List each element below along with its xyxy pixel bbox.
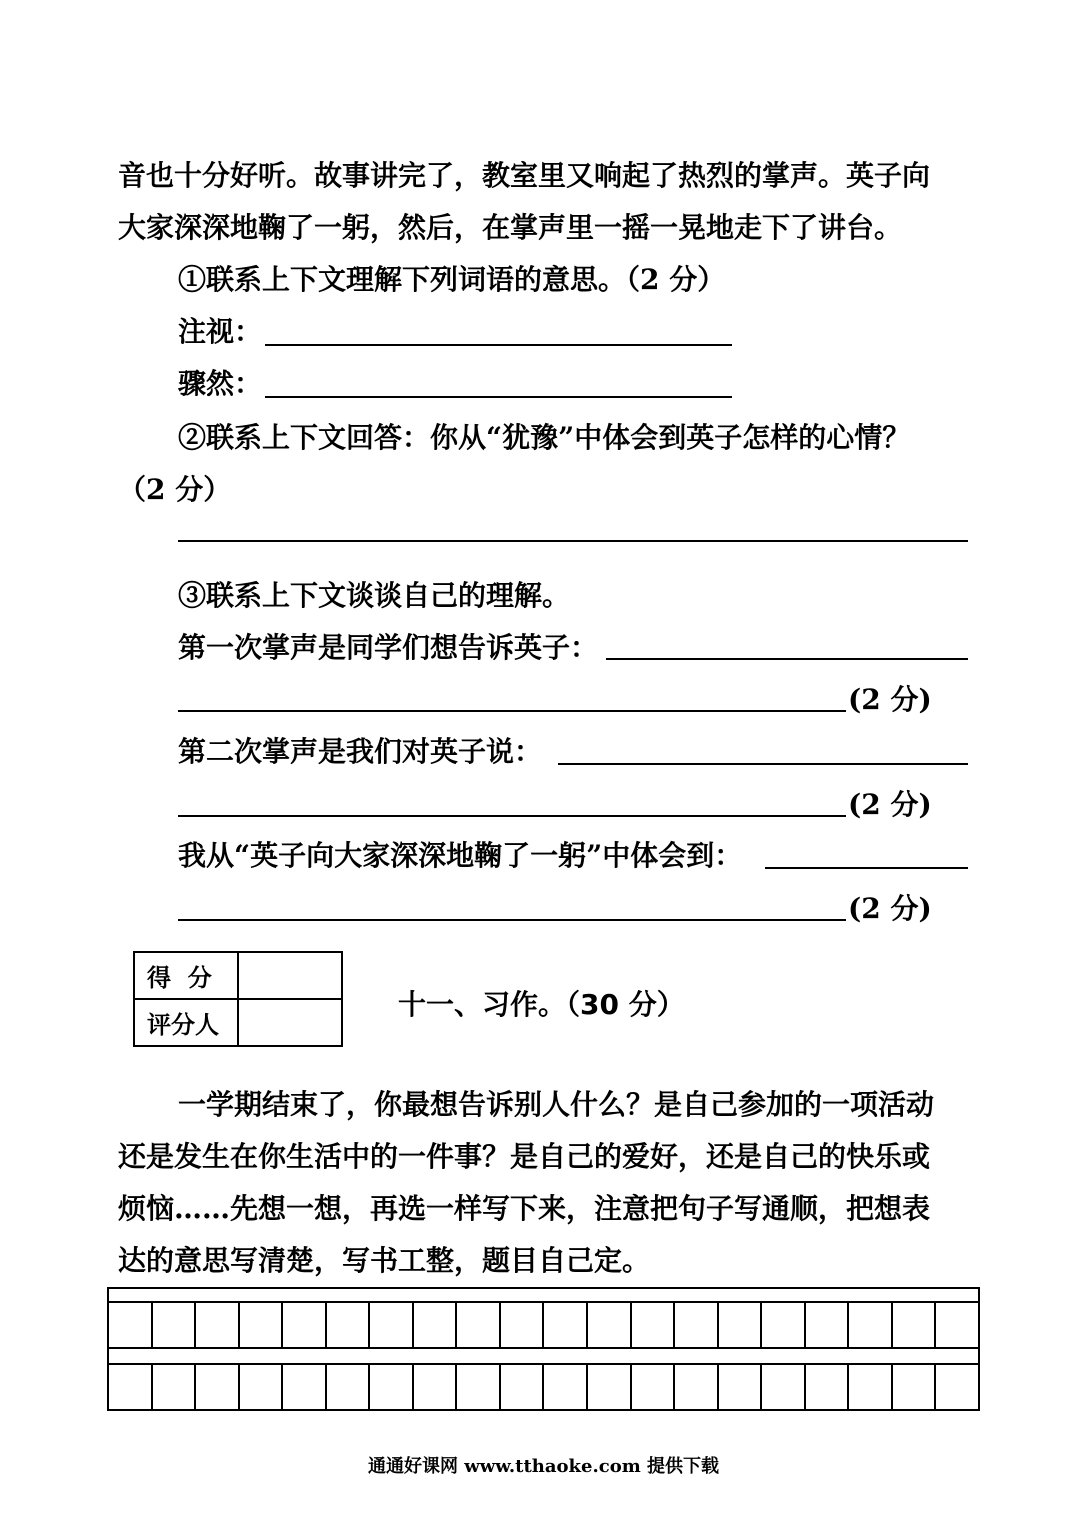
writing-cell[interactable] — [457, 1303, 501, 1347]
writing-cell[interactable] — [370, 1303, 414, 1347]
score-table — [133, 951, 343, 1047]
writing-cell[interactable] — [893, 1303, 937, 1347]
answer-line-word-1[interactable] — [265, 344, 732, 346]
writing-cell[interactable] — [936, 1365, 978, 1409]
section-instructions-line-2: 还是发生在你生活中的一件事？是自己的爱好，还是自己的快乐或 — [118, 1140, 931, 1173]
writing-cell[interactable] — [240, 1303, 284, 1347]
question-2-score: （2 分） — [118, 473, 232, 506]
answer-line-item-3b[interactable] — [178, 919, 846, 921]
writing-cell[interactable] — [849, 1303, 893, 1347]
score-label: 得 分 — [134, 952, 238, 999]
answer-line-item-3a[interactable] — [765, 867, 968, 869]
writing-cell[interactable] — [283, 1365, 327, 1409]
question-3-item-1: 第一次掌声是同学们想告诉英子： — [178, 631, 599, 664]
writing-cell[interactable] — [588, 1303, 632, 1347]
section-title: 十一、习作。（30 分） — [398, 988, 685, 1021]
writing-cell[interactable] — [675, 1365, 719, 1409]
passage-line-1: 音也十分好听。故事讲完了，教室里又响起了热烈的掌声。英子向 — [118, 159, 931, 192]
writing-cell[interactable] — [153, 1303, 197, 1347]
writing-cell[interactable] — [283, 1303, 327, 1347]
answer-line-item-2b[interactable] — [178, 815, 846, 817]
writing-cell[interactable] — [196, 1303, 240, 1347]
writing-cell[interactable] — [327, 1303, 371, 1347]
writing-cell[interactable] — [806, 1365, 850, 1409]
writing-cell[interactable] — [153, 1365, 197, 1409]
question-3-item-2: 第二次掌声是我们对英子说： — [178, 735, 543, 768]
grid-row — [107, 1303, 980, 1349]
grader-cell[interactable] — [238, 999, 342, 1046]
question-3-item-1-score: (2 分) — [848, 683, 932, 716]
writing-grid — [107, 1287, 980, 1411]
writing-cell[interactable] — [632, 1303, 676, 1347]
writing-cell[interactable] — [632, 1365, 676, 1409]
writing-cell[interactable] — [457, 1365, 501, 1409]
writing-cell[interactable] — [544, 1303, 588, 1347]
section-instructions-line-4: 达的意思写清楚，写书工整，题目自己定。 — [118, 1244, 651, 1277]
question-1-prompt: ①联系上下文理解下列词语的意思。（2 分） — [178, 263, 726, 296]
writing-cell[interactable] — [849, 1365, 893, 1409]
writing-cell[interactable] — [109, 1303, 153, 1347]
writing-cell[interactable] — [806, 1303, 850, 1347]
writing-cell[interactable] — [936, 1303, 978, 1347]
answer-line-question-2[interactable] — [178, 540, 968, 542]
writing-cell[interactable] — [719, 1365, 763, 1409]
page-footer: 通通好课网 www.tthaoke.com 提供下载 — [367, 1456, 720, 1477]
writing-cell[interactable] — [719, 1303, 763, 1347]
section-instructions-line-1: 一学期结束了，你最想告诉别人什么？是自己参加的一项活动 — [178, 1088, 935, 1121]
grid-strip — [107, 1287, 980, 1303]
writing-cell[interactable] — [370, 1365, 414, 1409]
question-3-prompt: ③联系上下文谈谈自己的理解。 — [178, 579, 571, 612]
question-3-item-2-score: (2 分) — [848, 788, 932, 821]
answer-line-item-1a[interactable] — [606, 658, 968, 660]
writing-cell[interactable] — [544, 1365, 588, 1409]
grid-row — [107, 1365, 980, 1411]
writing-cell[interactable] — [240, 1365, 284, 1409]
answer-line-word-2[interactable] — [265, 396, 732, 398]
question-3-item-3-score: (2 分) — [848, 892, 932, 925]
writing-cell[interactable] — [327, 1365, 371, 1409]
answer-line-item-1b[interactable] — [178, 710, 846, 712]
writing-cell[interactable] — [762, 1365, 806, 1409]
writing-cell[interactable] — [893, 1365, 937, 1409]
grader-label: 评分人 — [134, 999, 238, 1046]
writing-cell[interactable] — [196, 1365, 240, 1409]
writing-cell[interactable] — [501, 1303, 545, 1347]
question-2-prompt: ②联系上下文回答：你从“犹豫”中体会到英子怎样的心情？ — [178, 421, 911, 454]
writing-cell[interactable] — [762, 1303, 806, 1347]
writing-cell[interactable] — [675, 1303, 719, 1347]
passage-line-2: 大家深深地鞠了一躬，然后，在掌声里一摇一晃地走下了讲台。 — [118, 211, 903, 244]
writing-cell[interactable] — [588, 1365, 632, 1409]
writing-cell[interactable] — [501, 1365, 545, 1409]
section-instructions-line-3: 烦恼……先想一想，再选一样写下来，注意把句子写通顺，把想表 — [118, 1192, 931, 1225]
question-1-word-2: 骤然： — [178, 367, 263, 400]
question-1-word-1: 注视： — [178, 315, 263, 348]
answer-line-item-2a[interactable] — [558, 763, 968, 765]
score-cell[interactable] — [238, 952, 342, 999]
writing-cell[interactable] — [414, 1365, 458, 1409]
writing-cell[interactable] — [414, 1303, 458, 1347]
question-3-item-3: 我从“英子向大家深深地鞠了一躬”中体会到： — [178, 839, 743, 872]
grid-strip — [107, 1349, 980, 1365]
writing-cell[interactable] — [109, 1365, 153, 1409]
